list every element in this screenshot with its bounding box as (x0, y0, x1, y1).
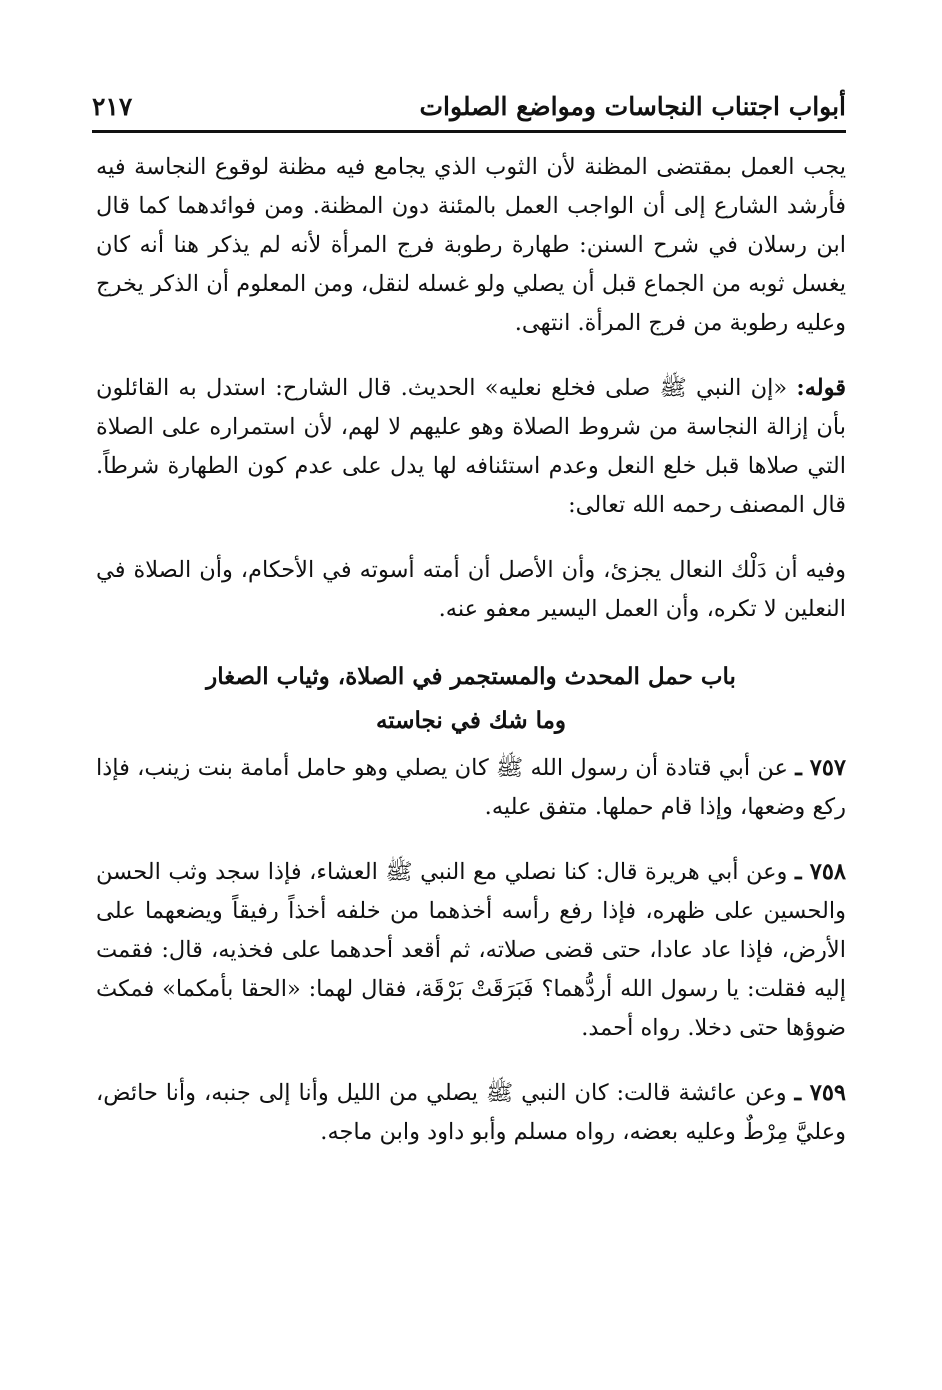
commentary-paragraph (96, 369, 846, 525)
hadith-number: ٧٥٧ ـ (795, 755, 846, 781)
paragraph-text: «إن النبي ﷺ صلى فخلع نعليه» الحديث. قال الشارح: استدل به القائلون بأن إزالة النجاسة من شروط الصلاة وهو عليهم لا لهم، لأن استمراره على الصلاة التي صلاها قبل خلع النعل وعدم استئنافه لها يدل على عدم كون الطهارة شرطاً. قال المصنف رحمه الله تعالى: (96, 375, 846, 518)
hadith-number: ٧٥٨ ـ (794, 859, 847, 885)
page-header (92, 82, 846, 133)
hadith-757 (96, 749, 846, 827)
chapter-title-line: وما شك في نجاسته (375, 707, 567, 734)
chapter-title-line: باب حمل المحدث والمستجمر في الصلاة، وثياب الصغار (206, 663, 736, 690)
hadith-759 (96, 1074, 846, 1152)
hadith-text: وعن أبي هريرة قال: كنا نصلي مع النبي ﷺ العشاء، فإذا سجد وثب الحسن والحسين على ظهره، فإذا رفع رأسه أخذهما من خلفه أخذاً رفيقاً ويضعهما على الأرض، فإذا عاد عادا، حتى قضى صلاته، ثم أقعد أحدهما على فخذيه، قال: فقمت إليه فقلت: يا رسول الله أردُّهما؟ فَبَرَقَتْ بَرْقَة، فقال لهما: «الحقا بأمكما» فمكث ضوؤها حتى دخلا. رواه أحمد. (96, 859, 846, 1041)
hadith-758 (96, 853, 846, 1048)
author-note-paragraph: وفيه أن دَلْك النعال يجزئ، وأن الأصل أن أمته أسوته في الأحكام، وأن الصلاة في النعلين لا تكره، وأن العمل اليسير معفو عنه. (96, 557, 846, 622)
chapter-title (96, 655, 846, 743)
page-number: ٢١٧ (92, 91, 133, 121)
running-title: أبواب اجتناب النجاسات ومواضع الصلوات (419, 91, 846, 121)
page-body (96, 148, 846, 1178)
commentary-paragraph: يجب العمل بمقتضى المظنة لأن الثوب الذي يجامع فيه مظنة لوقوع النجاسة فيه فأرشد الشارع إلى أن الواجب العمل بالمئنة دون المظنة. ومن فوائدهما كما قال ابن رسلان في شرح السنن: طهارة رطوبة فرج المرأة لأنه لم يذكر هنا أنه كان يغسل ثوبه من الجماع قبل أن يصلي ولو غسله لنقل، ومن المعلوم أن الذكر يخرج وعليه رطوبة من فرج المرأة. انتهى. (96, 154, 846, 336)
lead-word: قوله: (796, 375, 846, 401)
hadith-text: عن أبي قتادة أن رسول الله ﷺ كان يصلي وهو حامل أمامة بنت زينب، فإذا ركع وضعها، وإذا قام حملها. متفق عليه. (96, 755, 846, 820)
hadith-number: ٧٥٩ ـ (794, 1080, 846, 1106)
hadith-text: وعن عائشة قالت: كان النبي ﷺ يصلي من الليل وأنا إلى جنبه، وأنا حائض، وعليَّ مِرْطٌ وعليه بعضه، رواه مسلم وأبو داود وابن ماجه. (96, 1080, 846, 1145)
